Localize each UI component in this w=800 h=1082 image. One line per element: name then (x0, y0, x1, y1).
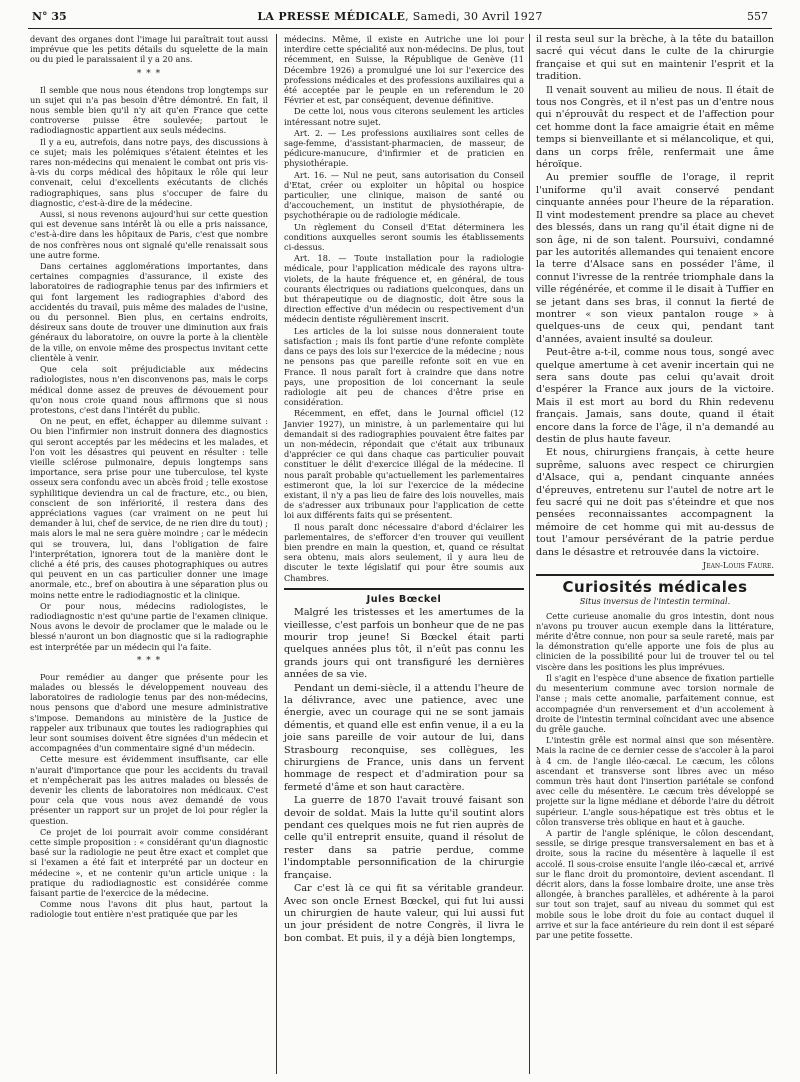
paragraph: Malgré les tristesses et les amertumes de la vieillesse, c'est parfois un bonheur que de ne pas mourir trop jeune! Si Bœckel était parti quelques années plus tôt, il n'eût pas connu les grands jours qui ont transfiguré les dernières années de sa vie. (284, 607, 524, 681)
paragraph: Il s'agit en l'espèce d'une absence de fixation partielle du mesenterium commune avec torsion normale de l'anse ; mais cette anomalie, parfaitement connue, est accompagnée d'un renversement et d'un accolement à droite de l'intestin terminal coïncidant avec une absence du grêle gauche. (536, 672, 774, 734)
running-header (28, 6, 772, 29)
paragraph: Pendant un demi-siècle, il a attendu l'heure de la délivrance, avec une patience, avec une énergie, avec un courage qui ne se sont jamais démentis, et quand elle est enfin venue, il a eu la joie sans pareille de voir autour de lui, dans Strasbourg reconquise, ses collègues, les chirurgiens de France, unis dans un fervent hommage de respect et d'admiration pour sa fermeté d'âme et son haut caractère. (284, 682, 524, 793)
law-article: Art. 16. — Nul ne peut, sans autorisation du Conseil d'Etat, créer ou exploiter un hôpital ou hospice particulier, une clinique, maison de santé ou d'accouchement, un institut de physiothérapie, de psychothérapie ou de radiologie médicale. (284, 169, 524, 221)
issue-number: N° 35 (32, 10, 67, 23)
paragraph: Comme nous l'avons dit plus haut, partout la radiologie tout entière n'est pratiquée que par les (30, 899, 268, 920)
law-article: Art. 18. — Toute installation pour la radiologie médicale, pour l'application médicale des rayons ultra-violets, de la haute fréquence et, en général, de tous courants électriques ou radiations quelconques, dans un but thérapeutique ou de diagnostic, doit être sous la direction effective d'un médecin ou respectivement d'un médecin dentiste régulièrement inscrit. (284, 253, 524, 325)
column-1 (30, 34, 268, 921)
paragraph: Aussi, si nous revenons aujourd'hui sur cette question qui est devenue sans intérêt là ou elle a pris naissance, c'est-à-dire dans les hôpitaux de Paris, c'est que nombre de nos confrères nous ont signalé qu'elle renaissait sous une autre forme. (30, 209, 268, 260)
paragraph: Ce projet de loi pourrait avoir comme considérant cette simple proposition : « considérant qu'un diagnostic basé sur la radiologie ne peut être exact et complet que si l'examen a été fait et interprété par un docteur en médecine », et ne contenir qu'un article unique : la pratique du radiodiagnostic est considérée comme faisant partie de l'exercice de la médecine. (30, 826, 268, 899)
column-3 (536, 34, 774, 941)
section-separator: * * * (136, 655, 162, 666)
column-2 (284, 34, 524, 946)
paragraph: Les articles de la loi suisse nous donneraient toute satisfaction ; mais ils font partie d'une refonte complète dans ce pays des lois sur l'exercice de la médecine ; nous ne pensons pas que pareille refonte soit en vue en France. Il nous paraît fort à craindre que dans notre pays, une proposition de loi concernant la seule radiologie ait peu de chances d'être prise en considération. (284, 325, 524, 408)
paragraph: A partir de l'angle splénique, le côlon descendant, sessile, se dirige presque transversalement en bas et à droite, sous la racine du mésentère à laquelle il est accolé. Il sous-croise ensuite l'angle iléo-cæcal et, arrivé sur le flanc droit du promontoire, devient ascendant. Il décrit alors, dans la fosse lombaire droite, une anse très allongée, à branches parallèles, et adhérente à la paroi sur tout son trajet, sauf au niveau du sommet qui est mobile sous le lobe droit du foie au contact duquel il arrive et sur la face antérieure du rein dont il est séparé par une petite fossette. (536, 827, 774, 940)
paragraph: Pour remédier au danger que présente pour les malades ou blessés le développement nouveau des laboratoires de radiologie tenus par des non-médecins, nous pensons que d'abord une mesure administrative s'impose. Demandons au ministère de la Justice de rappeler aux tribunaux que toutes les radiographies qui leur sont soumises doivent être signées d'un médecin et accompagnées d'un commentaire signé d'un médecin. (30, 671, 268, 754)
paragraph: devant des organes dont l'image lui paraîtrait tout aussi imprévue que les petits détails du squelette de la main ou du pied le paraissaient il y a 20 ans. (30, 34, 268, 65)
paragraph: De cette loi, nous vous citerons seulement les articles intéressant notre sujet. (284, 106, 524, 127)
paragraph: Dans certaines agglomérations importantes, dans certaines compagnies d'assurance, il existe des laboratoires de radiographie tenus par des infirmiers et qui font largement les radiographies d'abord des accidentés du travail, puis même des malades de l'usine, ou du personnel. Bien plus, en certains endroits, désireux sans doute de trouver une diminution aux frais généraux du laboratoire, on ouvre la porte à la clientèle de la ville, on envoie même des prospectus invitant cette clientèle à venir. (30, 261, 268, 363)
column-divider-left (276, 34, 277, 1074)
paragraph: Et nous, chirurgiens français, à cette heure suprême, saluons avec respect ce chirurgien d'Alsace, qui a, pendant cinquante années d'épreuves, entretenu sur l'autel de notre art le feu sacré qui ne doit pas s'éteindre et que nos pensées reconnaissantes accompagnent la mémoire de cet homme qui mit au-dessus de tout l'amour persévérant de la patrie perdue dans le désastre et retrouvée dans la victoire. (536, 447, 774, 558)
paragraph: L'intestin grêle est normal ainsi que son mésentère. Mais la racine de ce dernier cesse de s'accoler à la paroi à 4 cm. de l'angle iléo-cæcal. Le cæcum, les côlons ascendant et transverse sont libres avec un méso commun très haut dont l'insertion pariétale se confond avec celle du mésentère. Le cæcum très développé se projette sur la ligne médiane et déborde l'aire du détroit supérieur. L'angle sous-hépatique est très obtus et le côlon transverse très oblique en haut et à gauche. (536, 735, 774, 827)
paragraph: Il semble que nous nous étendons trop longtemps sur un sujet qui n'a pas besoin d'être démontré. En fait, il nous semble bien qu'il n'y ait qu'en France que cette controverse puisse être soulevée; partout le radiodiagnostic appartient aux seuls médecins. (30, 84, 268, 136)
obituary-section (284, 594, 524, 945)
paragraph: Au premier souffle de l'orage, il reprit l'uniforme qu'il avait conservé pendant cinquante années pour l'heure de la réparation. Il vint modestement prendre sa place au chevet des blessés, dans un rang qu'il était digne ni de son âge, ni de son talent. Poursuivi, condamné par les autorités allemandes qui tenaient encore la terre d'Alsace sans en posséder l'âme, il connut l'ivresse de la rentrée triomphale dans la ville régénérée, et comme il le disait à Tuffier en se jetant dans ses bras, il connut la fierté de montrer « son vieux pantalon rouge » à quelques-uns de ceux qui, pendant tant d'années, avaient insulté sa douleur. (536, 172, 774, 345)
paragraph: Il nous paraît donc nécessaire d'abord d'éclairer les parlementaires, de s'efforcer d'en trouver qui veuillent bien prendre en main la question, et, quand ce résultat sera obtenu, mais alors seulement, il y aura lieu de discuter le texte législatif qui pour être soumis aux Chambres. (284, 521, 524, 583)
paragraph: Que cela soit préjudiciable aux médecins radiologistes, nous n'en disconvenons pas, mais le corps médical donne assez de preuves de dévouement pour qu'on nous croie quand nous affirmons que si nous protestons, c'est dans l'intérêt du public. (30, 364, 268, 415)
issue-date: , Samedi, 30 Avril 1927 (405, 10, 543, 23)
paragraph: Il venait souvent au milieu de nous. Il était de tous nos Congrès, et il n'est pas un d'entre nous qui n'éprouvât du respect et de l'affection pour cet homme dont la face amaigrie était en même temps si bienveillante et si mélancolique, et qui, dans un corps frêle, renfermait une âme héroïque. (536, 84, 774, 171)
paragraph: il resta seul sur la brèche, à la tête du bataillon sacré qui vécut dans le culte de la chirurgie française et qui sut en maintenir l'esprit et la tradition. (536, 34, 774, 83)
paragraph: médecins. Même, il existe en Autriche une loi pour interdire cette spécialité aux non-médecins. De plus, tout récemment, en Suisse, la République de Genève (11 Décembre 1926) a promulgué une loi sur l'exercice des professions médicales et des professions auxiliaires qui a été acceptée par le peuple en un referendum le 20 Février et est, par conséquent, devenue définitive. (284, 34, 524, 106)
column-divider-right (529, 34, 530, 1074)
obituary-title: Jules Bœckel (366, 593, 442, 605)
paragraph: Car c'est là ce qui fit sa véritable grandeur. Avec son oncle Ernest Bœckel, qui fut lui aussi un chirurgien de haute valeur, qui lui aussi fut un jour président de notre Congrès, il livra le bon combat. Et puis, il y a déjà bien longtemps, (284, 883, 524, 944)
paragraph: Peut-être a-t-il, comme nous tous, songé avec quelque amertume à cet avenir incertain qui ne sera sans doute pas celui qu'avait droit d'espérer la France aux jours de la victoire. Mais il est mort au bord du Rhin redevenu français. Jamais, sans doute, quand il était encore dans la force de l'âge, il n'a demandé au destin de plus haute faveur. (536, 347, 774, 445)
section-rule (284, 588, 524, 590)
paragraph: Un règlement du Conseil d'Etat déterminera les conditions auxquelles seront soumis les établissements ci-dessus. (284, 221, 524, 253)
paragraph: Cette mesure est évidemment insuffisante, car elle n'aurait d'importance que pour les accidents du travail et n'empêcherait pas les autres malades ou blessés de devenir les clients de laboratoires non médicaux. C'est pour cela que vous nous avez demandé de vous présenter un rapport sur un projet de loi pour régler la question. (30, 754, 268, 826)
page-number: 557 (747, 10, 768, 23)
paragraph: On ne peut, en effet, échapper au dilemme suivant : Ou bien l'infirmier non instruit donnera des diagnostics qui seront acceptés par les médecins et les malades, et l'on voit les désastres qui peuvent en résulter : telle vieille sclérose pulmonaire, depuis longtemps sans importance, sera prise pour une tuberculose, tel kyste osseux sera confondu avec un abcès froid ; telle exostose syphilitique deviendra un cal de fracture, etc., ou bien, conscient de son infériorité, il restera dans des appréciations vagues (car vraiment on ne peut lui demander à lui, chef de service, de ne rien dire du tout) ; mais alors le mal ne sera guère moindre ; car le médecin qui se trouvera, lui, dans l'obligation de faire l'interprétation, ignorera tout de la manière dont le cliché a été pris, des causes photographiques ou autres qui peuvent en un cas particulier donner une image anormale, etc., bref on aboutira à une séparation plus ou moins nette entre le radiodiagnostic et la clinique. (30, 416, 269, 600)
law-article: Art. 2. — Les professions auxiliaires sont celles de sage-femme, d'assistant-pharmacien, de masseur, de pédicure-manucure, d'infirmier et de praticien en physiothérapie. (284, 127, 524, 169)
journal-name: LA PRESSE MÉDICALE (257, 10, 406, 23)
section-title: Curiosités médicales (562, 578, 748, 597)
paragraph: Or pour nous, médecins radiologistes, le radiodiagnostic n'est qu'une partie de l'examen clinique. Nous avons le devoir de proclamer que le malade ou le blessé n'auront un bon diagnostic que si la radiographie est interprétée par un médecin qui l'a faite. (30, 600, 268, 652)
journal-title-line (28, 10, 772, 23)
article-subtitle: Situs inversus de l'intestin terminal. (579, 596, 731, 607)
author-signature: Jean-Louis Faure. (702, 560, 774, 571)
obituary-continued (536, 34, 774, 559)
section-rule (536, 574, 774, 576)
paragraph: La guerre de 1870 l'avait trouvé faisant son devoir de soldat. Mais la lutte qu'il soutint alors pendant ces quelques mois ne fut rien auprès de celle qu'il entreprit ensuite, quand il résolut de rester dans sa patrie perdue, comme l'indomptable personnification de la chirurgie française. (284, 795, 524, 881)
paragraph: Il y a eu, autrefois, dans notre pays, des discussions à ce sujet; mais les polémiques s'étaient éteintes et les rares non-médecins qui menaient le combat ont pris vis-à-vis du corps médical des hôpitaux le rôle qui leur convenait, celui d'excellents exécutants de clichés radiographiques, sans plus s'occuper de faire du diagnostic, c'est-à-dire de la médecine. (30, 136, 268, 208)
section-separator: * * * (136, 68, 162, 79)
paragraph: Cette curieuse anomalie du gros intestin, dont nous n'avons pu trouver aucun exemple dans la littérature, mérite d'être connue, non pour sa seule rareté, mais par la démonstration qu'elle apporte une fois de plus au clinicien de la possibilité pour lui de trouver tel ou tel viscère dans les positions les plus imprévues. (536, 610, 774, 672)
paragraph: Récemment, en effet, dans le Journal officiel (12 Janvier 1927), un ministre, à un parlementaire qui lui demandait si des radiographies pouvaient être faites par un non-médecin, répondait que c'était aux tribunaux d'apprécier ce qui dans chaque cas particulier pouvait constituer le délit d'exercice illégal de la médecine. Il nous paraît probable qu'actuellement les parlementaires estimeront que, la loi sur l'exercice de la médecine existant, il n'y a pas lieu de faire des lois nouvelles, mais de s'adresser aux tribunaux pour l'application de cette loi aux différents faits qui se présentent. (284, 408, 524, 521)
